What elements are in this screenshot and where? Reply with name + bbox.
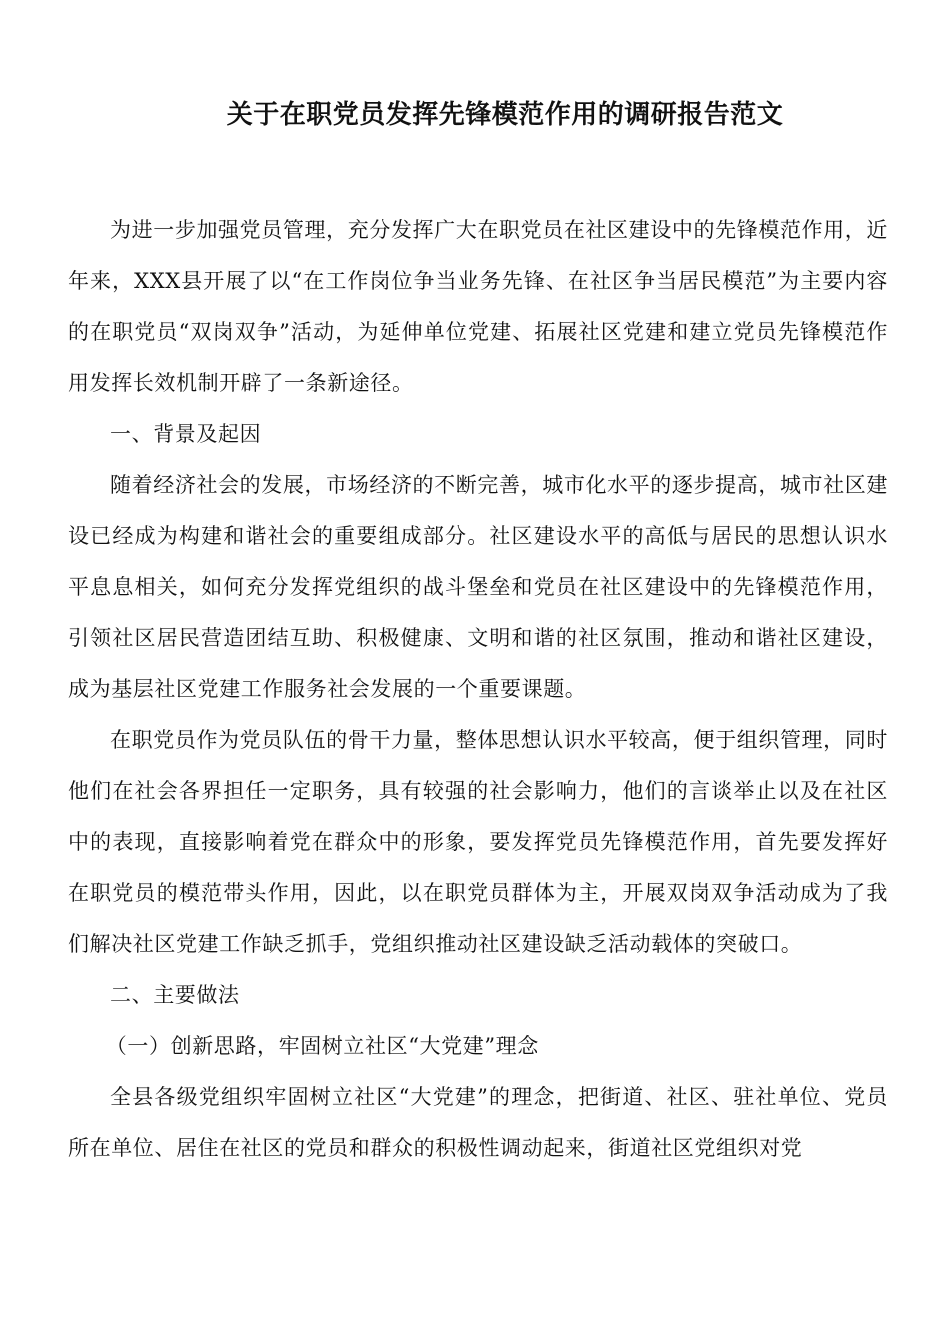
document-body [68, 205, 888, 1174]
paragraph-methods-1: 全县各级党组织牢固树立社区“大党建”的理念，把街道、社区、驻社单位、党员所在单位、居住在社区的党员和群众的积极性调动起来，街道社区党组织对党 [68, 1085, 888, 1160]
section-heading-background: 一、背景及起因 [110, 422, 262, 446]
subsection-heading-innovation: （一）创新思路，牢固树立社区“大党建”理念 [105, 1034, 539, 1058]
paragraph-intro: 为进一步加强党员管理，充分发挥广大在职党员在社区建设中的先锋模范作用，近年来，XXX县开展了以“在工作岗位争当业务先锋、在社区争当居民模范”为主要内容的在职党员“双岗双争”活动，为延伸单位党建、拓展社区党建和建立党员先锋模范作用发挥长效机制开辟了一条新途径。 [68, 218, 888, 395]
section-heading-methods: 二、主要做法 [110, 983, 240, 1007]
paragraph-background-1: 随着经济社会的发展，市场经济的不断完善，城市化水平的逐步提高，城市社区建设已经成为构建和谐社会的重要组成部分。社区建设水平的高低与居民的思想认识水平息息相关，如何充分发挥党组织的战斗堡垒和党员在社区建设中的先锋模范作用，引领社区居民营造团结互助、积极健康、文明和谐的社区氛围，推动和谐社区建设，成为基层社区党建工作服务社会发展的一个重要课题。 [68, 473, 888, 701]
paragraph-background-2: 在职党员作为党员队伍的骨干力量，整体思想认识水平较高，便于组织管理，同时他们在社会各界担任一定职务，具有较强的社会影响力，他们的言谈举止以及在社区中的表现，直接影响着党在群众中的形象，要发挥党员先锋模范作用，首先要发挥好在职党员的模范带头作用，因此，以在职党员群体为主，开展双岗双争活动成为了我们解决社区党建工作缺乏抓手，党组织推动社区建设缺乏活动载体的突破口。 [68, 728, 888, 956]
document-title: 关于在职党员发挥先锋模范作用的调研报告范文 [226, 100, 784, 130]
